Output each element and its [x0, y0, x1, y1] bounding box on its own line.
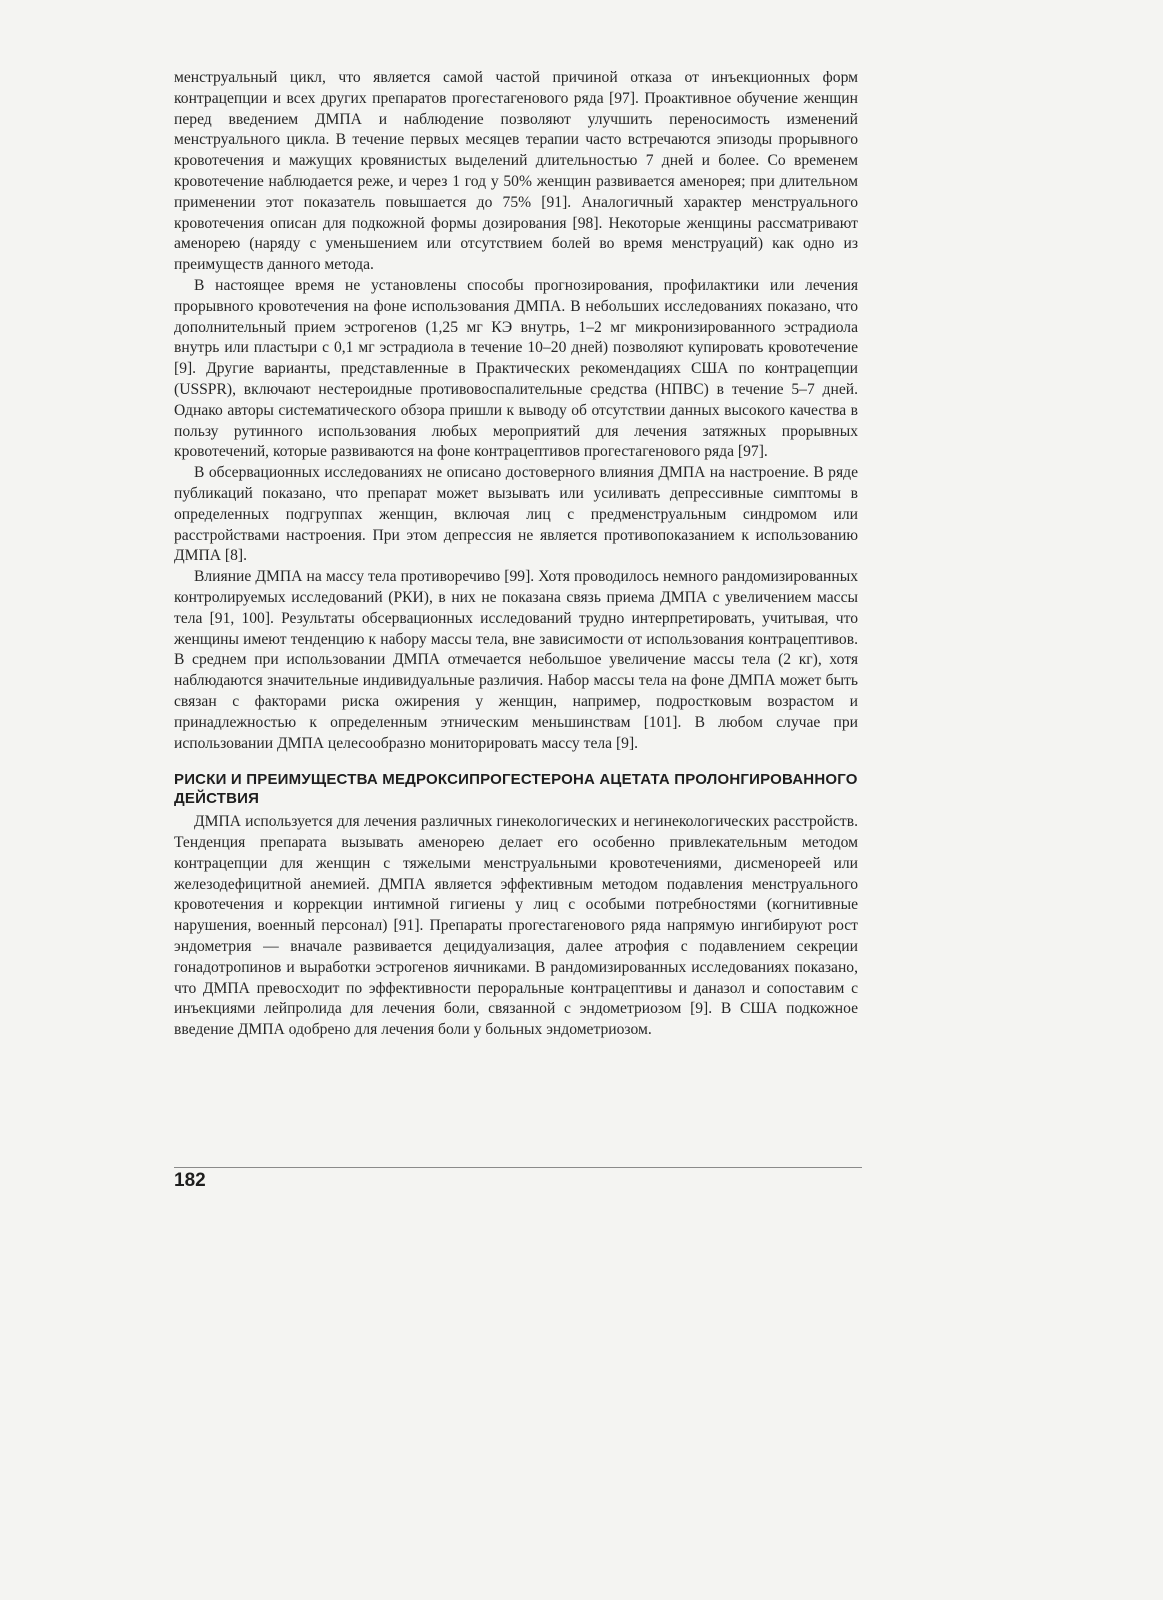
section-paragraph: ДМПА используется для лечения различных гинекологических и негинекологических расстройств. Тенденция препарата вызывать аменорею делает его особенно привлекательным методом контрацепции для женщин с тяжелыми менструальными кровотечениями, дисменореей или железодефицитной анемией. ДМПА является эффективным методом подавления менструального кровотечения и коррекции интимной гигиены у лиц с особыми потребностями (когнитивные нарушения, военный персонал) [91]. Препараты прогестагенового ряда напрямую ингибируют рост эндометрия — вначале развивается децидуализация, далее атрофия с подавлением секреции гонадотропинов и выработки эстрогенов яичниками. В рандомизированных исследованиях показано, что ДМПА превосходит по эффективности пероральные контрацептивы и даназол и сопоставим с инъекциями лейпролида для лечения боли, связанной с эндометриозом [9]. В США подкожное введение ДМПА одобрено для лечения боли у больных эндометриозом. — [174, 813, 858, 1039]
paragraph-2: В настоящее время не установлены способы прогнозирования, профилактики или лечения прорывного кровотечения на фоне использования ДМПА. В небольших исследованиях показано, что дополнительный прием эстрогенов (1,25 мг КЭ внутрь, 1–2 мг микронизированного эстрадиола внутрь или пластыри с 0,1 мг эстрадиола в течение 10–20 дней) позволяют купировать кровотечение [9]. Другие варианты, представленные в Практических рекомендациях США по контрацепции (USSPR), включают нестероидные противовоспалительные средства (НПВС) в течение 5–7 дней. Однако авторы систематического обзора пришли к выводу об отсутствии данных высокого качества в пользу рутинного использования любых мероприятий для лечения затяжных прорывных кровотечений, которые развиваются на фоне контрацептивов прогестагенового ряда [97]. — [174, 276, 858, 461]
paragraph-4: Влияние ДМПА на массу тела противоречиво [99]. Хотя проводилось немного рандомизированных контролируемых исследований (РКИ), в них не показана связь приема ДМПА с увеличением массы тела [91, 100]. Результаты обсервационных исследований трудно интерпретировать, учитывая, что женщины имеют тенденцию к набору массы тела, вне зависимости от использования контрацептивов. В среднем при использовании ДМПА отмечается небольшое увеличение массы тела (2 кг), хотя наблюдаются значительные индивидуальные различия. Набор массы тела на фоне ДМПА может быть связан с факторами риска ожирения у женщин, например, подростковым возрастом и принадлежностью к определенным этническим меньшинствам [101]. В любом случае при использовании ДМПА целесообразно мониторировать массу тела [9]. — [174, 568, 858, 752]
paragraph-3: В обсервационных исследованиях не описано достоверного влияния ДМПА на настроение. В ряде публикаций показано, что препарат может вызывать или усиливать депрессивные симптомы в определенных подгруппах женщин, включая лиц с предменструальным синдромом или расстройствами настроения. При этом депрессия не является противопоказанием к использованию ДМПА [8]. — [174, 464, 858, 565]
paragraph-1: менструальный цикл, что является самой частой причиной отказа от инъекционных форм контрацепции и всех других препаратов прогестагенового ряда [97]. Проактивное обучение женщин перед введением ДМПА и наблюдение позволяют улучшить переносимость изменений менструального цикла. В течение первых месяцев терапии часто встречаются эпизоды прорывного кровотечения и мажущих кровянистых выделений длительностью 7 дней и более. Со временем кровотечение наблюдается реже, и через 1 год у 50% женщин развивается аменорея; при длительном применении этот показатель повышается до 75% [91]. Аналогичный характер менструального кровотечения описан для подкожной формы дозирования [98]. Некоторые женщины рассматривают аменорею (наряду с уменьшением или отсутствием болей во время менструаций) как одно из преимуществ данного метода. — [174, 69, 858, 274]
footer-divider — [174, 1167, 862, 1168]
section-heading: РИСКИ И ПРЕИМУЩЕСТВА МЕДРОКСИПРОГЕСТЕРОНА АЦЕТАТА ПРОЛОНГИРОВАННОГО ДЕЙСТВИЯ — [174, 771, 858, 808]
page-number: 182 — [174, 1170, 206, 1191]
text-column — [174, 68, 858, 1041]
